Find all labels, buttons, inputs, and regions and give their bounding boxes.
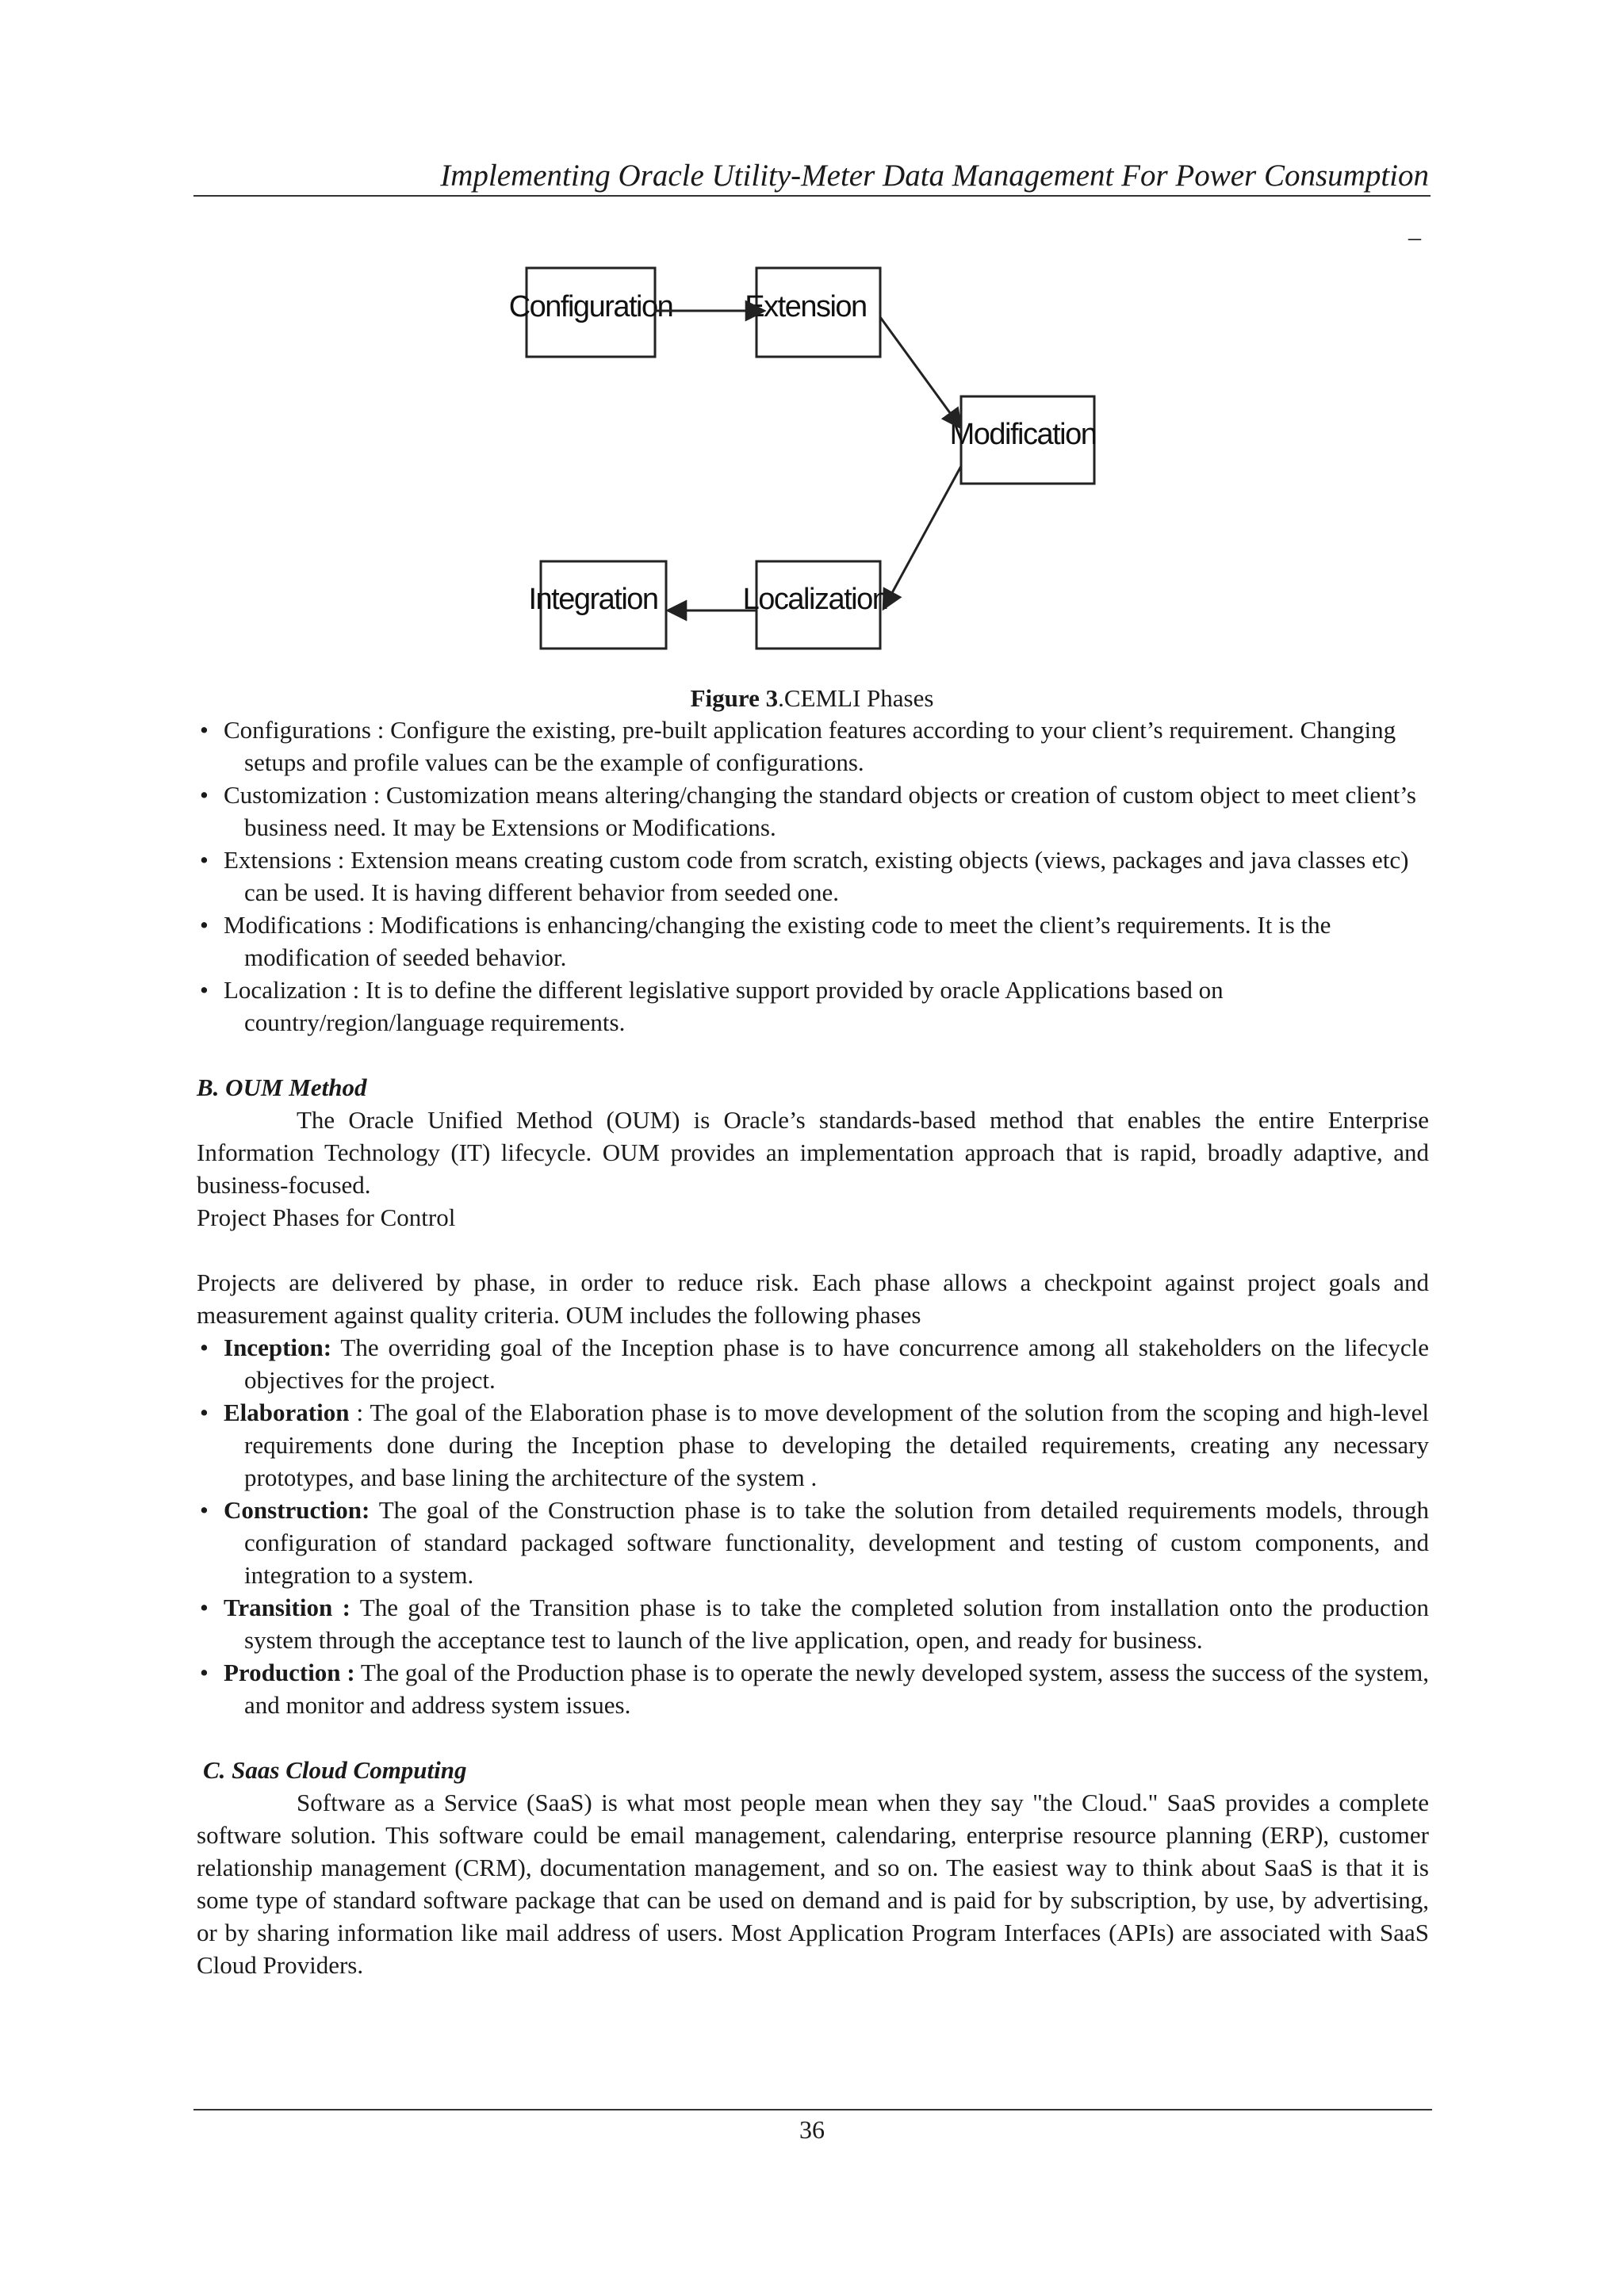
- node-extension-label: Extension: [745, 290, 867, 323]
- phase-term: Construction:: [224, 1496, 370, 1524]
- phase-term: Inception:: [224, 1334, 332, 1361]
- page-number: 36: [799, 2115, 825, 2144]
- list-item-text: Extensions : Extension means creating custom code from scratch, existing objects (views, packages and java classes etc) can be used. It is having different behavior from seeded one.: [224, 846, 1409, 906]
- node-configuration-label: Configuration: [508, 290, 673, 323]
- arrow-extension-to-modification: [880, 317, 961, 428]
- list-item-text: Localization : It is to define the different legislative support provided by oracle Applications based on country/region/language requirements.: [224, 976, 1224, 1036]
- list-item: • Configurations : Configure the existing, pre-built application features according to your client’s requirement. Changing setups and profile values can be the example of configurations.: [197, 714, 1429, 779]
- footer-rule: [193, 2109, 1432, 2110]
- node-modification: [950, 396, 1097, 484]
- figure-caption: [0, 682, 1624, 715]
- cemli-phases-diagram: [0, 0, 1624, 682]
- list-item-text: Configurations : Configure the existing, pre-built application features according to your client’s requirement. Changing setups and profile values can be the example of configurations.: [224, 716, 1396, 776]
- oum-phase-list: [197, 1331, 1429, 1721]
- node-localization-label: Localization: [742, 583, 888, 616]
- list-item: • Construction: The goal of the Construction phase is to take the solution from detailed requirements models, through configuration of standard packaged software functionality, development and testing of custom components, and integration to a system.: [200, 1496, 1429, 1589]
- section-b-heading: B. OUM Method: [197, 1073, 367, 1101]
- node-configuration: [509, 268, 673, 357]
- phase-term: Transition :: [224, 1594, 350, 1621]
- list-item: • Inception: The overriding goal of the Inception phase is to have concurrence among all stakeholders on the lifecycle objectives for the project.: [200, 1334, 1429, 1394]
- phase-text: The goal of the Construction phase is to take the solution from detailed requirements models, through configuration of standard packaged software functionality, development and testing of custom components, and integration to a system.: [244, 1496, 1429, 1589]
- phase-text: The overriding goal of the Inception phase is to have concurrence among all stakeholders on the lifecycle objectives for the project.: [244, 1334, 1429, 1394]
- section-c-heading: C. Saas Cloud Computing: [203, 1756, 467, 1784]
- header-mark: _: [1408, 214, 1421, 243]
- cemli-list: [197, 714, 1429, 1039]
- list-item: • Production : The goal of the Production phase is to operate the newly developed system, assess the success of the system, and monitor and address system issues.: [200, 1659, 1429, 1719]
- section-b-intro: Projects are delivered by phase, in order to reduce risk. Each phase allows a checkpoint against project goals and measurement against quality criteria. OUM includes the following phases: [197, 1269, 1429, 1329]
- node-modification-label: Modification: [949, 418, 1097, 451]
- phase-term: Elaboration: [224, 1399, 350, 1426]
- figure-caption-label: Figure 3: [690, 684, 779, 712]
- node-integration: [528, 561, 666, 649]
- node-integration-label: Integration: [528, 583, 658, 616]
- list-item: • Transition : The goal of the Transition phase is to take the completed solution from installation onto the production system through the acceptance test to launch of the live application, open, and ready for business.: [200, 1594, 1429, 1654]
- figure-caption-text: .CEMLI Phases: [778, 684, 934, 712]
- list-item: • Extensions : Extension means creating custom code from scratch, existing objects (views, packages and java classes etc) can be used. It is having different behavior from seeded one.: [197, 844, 1429, 909]
- phase-term: Production :: [224, 1659, 355, 1686]
- node-localization: [743, 561, 888, 649]
- list-item: • Elaboration : The goal of the Elaboration phase is to move development of the solution from the scoping and high-level requirements done during the Inception phase to developing the detailed requirements, creating any necessary prototypes, and base lining the architecture of the system .: [200, 1399, 1429, 1491]
- list-item: • Customization : Customization means altering/changing the standard objects or creation of custom object to meet client’s business need. It may be Extensions or Modifications.: [197, 779, 1429, 844]
- section-c-paragraph: Software as a Service (SaaS) is what most people mean when they say "the Cloud." SaaS provides a complete software solution. This software could be email management, calendaring, enterprise resource planning (ERP), customer relationship management (CRM), documentation management, and so on. The easiest way to think about SaaS is that it is some type of standard software package that can be used on demand and is paid for by subscription, by use, by advertising, or by sharing information like mail address of users. Most Application Program Interfaces (APIs) are associated with SaaS Cloud Providers.: [197, 1789, 1429, 1979]
- section-b-paragraph: The Oracle Unified Method (OUM) is Oracle’s standards-based method that enables the entire Enterprise Information Technology (IT) lifecycle. OUM provides an implementation approach that is rapid, broadly adaptive, and business-focused.: [197, 1106, 1429, 1199]
- phase-text: : The goal of the Elaboration phase is to move development of the solution from the scoping and high-level requirements done during the Inception phase to developing the detailed requirements, creating any necessary prototypes, and base lining the architecture of the system .: [244, 1399, 1429, 1491]
- phase-text: The goal of the Production phase is to operate the newly developed system, assess the success of the system, and monitor and address system issues.: [244, 1659, 1429, 1719]
- list-item: • Modifications : Modifications is enhancing/changing the existing code to meet the client’s requirements. It is the modification of seeded behavior.: [197, 909, 1429, 974]
- list-item-text: Customization : Customization means altering/changing the standard objects or creation of custom object to meet client’s business need. It may be Extensions or Modifications.: [224, 781, 1416, 841]
- running-title: Implementing Oracle Utility-Meter Data Management For Power Consumption: [440, 159, 1429, 193]
- body-text: [197, 714, 1429, 1981]
- section-b-subheading: Project Phases for Control: [197, 1203, 456, 1231]
- node-extension: [745, 268, 880, 357]
- phase-text: The goal of the Transition phase is to take the completed solution from installation onto the production system through the acceptance test to launch of the live application, open, and ready for business.: [244, 1594, 1429, 1654]
- list-item: • Localization : It is to define the different legislative support provided by oracle Applications based on country/region/language requirements.: [197, 974, 1429, 1039]
- list-item-text: Modifications : Modifications is enhancing/changing the existing code to meet the client’s requirements. It is the modification of seeded behavior.: [224, 911, 1331, 971]
- arrow-modification-to-localization: [883, 466, 961, 609]
